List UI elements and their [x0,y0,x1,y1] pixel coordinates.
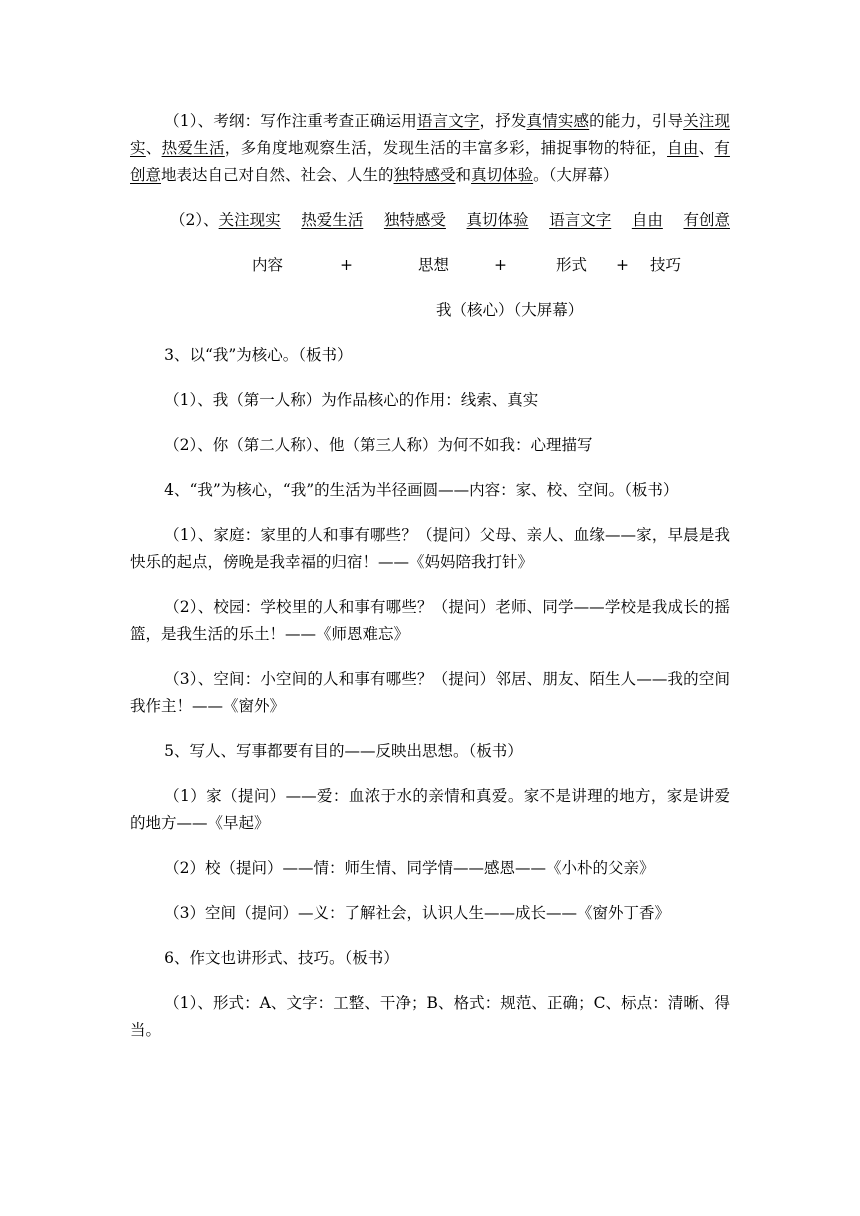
underlined-term: 真情实感 [526,112,590,130]
underlined-term: 语言文字 [416,112,480,130]
paragraph: （1）、我（第一人称）为作品核心的作用：线索、真实 [164,391,539,409]
core-line: 我（核心）（大屏幕） [436,301,584,319]
formula-form: 形式 [556,256,588,274]
paragraph: （1）、形式：A、文字：工整、干净；B、格式：规范、正确；C、标点：清晰、得当。 [130,994,730,1039]
paragraph: 5、写人、写事都要有目的——反映出思想。（板书） [164,742,523,760]
paragraph: （3）、空间：小空间的人和事有哪些？（提问）邻居、朋友、陌生人——我的空间我作主！——《窗外》 [130,670,730,715]
paragraph: 6、作文也讲形式、技巧。（板书） [164,949,399,967]
text: 、 [698,139,715,157]
underlined-term: 真切体验 [471,166,534,184]
paragraph: 3、以“我”为核心。（板书） [164,346,353,364]
keyword: 独特感受 [383,211,446,229]
formula-plus: + [494,256,507,274]
text: （1）、考纲：写作注重考查正确运用 [164,112,417,130]
underlined-term: 自由 [667,139,699,157]
underlined-term: 关注现实 [130,112,730,157]
keyword: 语言文字 [549,211,612,229]
keyword: 自由 [631,211,663,229]
paragraph: （1）、家庭：家里的人和事有哪些？（提问）父母、亲人、血缘——家，早晨是我快乐的起点，傍晚是我幸福的归宿！——《妈妈陪我打针》 [130,526,730,571]
keyword: 关注现实 [218,211,281,229]
keyword: 真切体验 [466,211,529,229]
underlined-term: 独特感受 [393,166,456,184]
formula-plus: + [340,256,353,274]
underlined-term: 有创意 [130,139,730,184]
formula-thought: 思想 [418,256,450,274]
text: 、 [145,139,162,157]
paragraph: （2）、校园：学校里的人和事有哪些？（提问）老师、同学——学校是我成长的摇篮，是我生活的乐土！——《师恩难忘》 [130,598,730,643]
paragraph: （1）家（提问）——爱：血浓于水的亲情和真爱。家不是讲理的地方，家是讲爱的地方——《早起》 [130,787,730,832]
paragraph: （3）空间（提问）—义：了解社会，认识人生——成长——《窗外丁香》 [164,904,670,922]
formula-content: 内容 [252,256,284,274]
formula-line [130,252,730,279]
paragraph: （2）校（提问）——情：师生情、同学情——感恩——《小朴的父亲》 [164,859,655,877]
keyword-prefix: （2）、 [170,211,219,229]
formula-skill: 技巧 [650,256,682,274]
text: 的能力，引导 [589,112,684,130]
keyword: 有创意 [683,211,730,229]
paragraph-syllabus [130,108,730,189]
paragraph: （2）、你（第二人称）、他（第三人称）为何不如我：心理描写 [164,436,593,454]
paragraph: 4、“我”为核心，“我”的生活为半径画圆——内容：家、校、空间。（板书） [164,481,679,499]
text: ，多角度地观察生活，发现生活的丰富多彩，捕捉事物的特征， [224,139,668,157]
text: 和 [455,166,472,184]
text: ，抒发 [479,112,527,130]
keyword-line [170,207,730,234]
text: 地表达自己对自然、社会、人生的 [161,166,394,184]
formula-plus: + [616,256,629,274]
underlined-term: 热爱生活 [161,139,225,157]
text: 。（大屏幕） [533,166,619,184]
keyword: 热爱生活 [301,211,364,229]
